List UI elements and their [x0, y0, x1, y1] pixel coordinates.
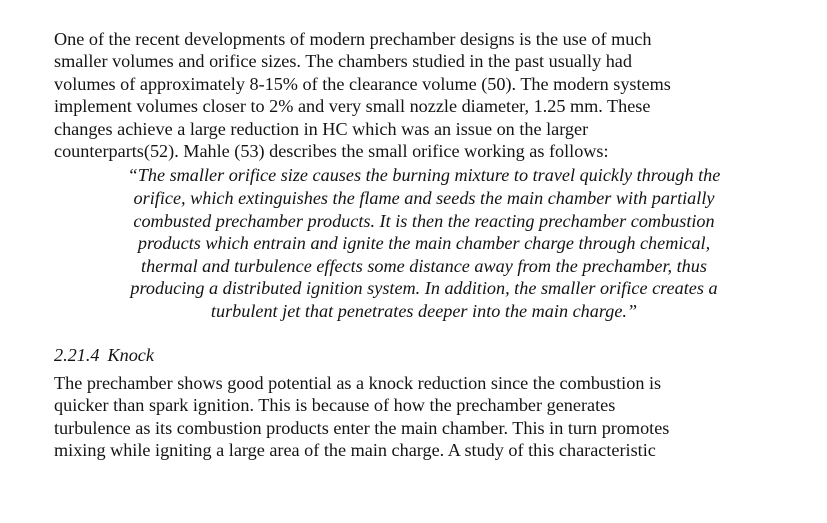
paragraph-line: smaller volumes and orifice sizes. The chambers studied in the past usually had	[54, 51, 632, 72]
block-quote	[54, 164, 794, 322]
section-heading	[54, 344, 799, 366]
quote-line: orifice, which extinguishes the flame and seeds the main chamber with partially	[133, 188, 715, 209]
quote-line: producing a distributed ignition system. In addition, the smaller orifice creates a	[130, 278, 718, 299]
paragraph-line: mixing while igniting a large area of the main charge. A study of this characteristic	[54, 440, 656, 461]
knock-paragraph	[54, 372, 799, 462]
paragraph-line: The prechamber shows good potential as a knock reduction since the combustion is	[54, 373, 662, 393]
paragraph-line: One of the recent developments of modern prechamber designs is the use of much	[54, 29, 652, 49]
quote-line: combusted prechamber products. It is then the reacting prechamber combustion	[133, 210, 715, 231]
quote-line: products which entrain and ignite the main chamber charge through chemical,	[137, 233, 711, 254]
quote-line: “The smaller orifice size causes the burning mixture to travel quickly through the	[127, 165, 721, 186]
paragraph-line: counterparts(52). Mahle (53) describes the small orifice working as follows:	[54, 141, 609, 162]
paragraph-line: turbulence as its combustion products enter the main chamber. This in turn promotes	[54, 417, 670, 438]
section-title: Knock	[107, 344, 154, 365]
paragraph-line: implement volumes closer to 2% and very small nozzle diameter, 1.25 mm. These	[54, 96, 651, 117]
quote-line: thermal and turbulence effects some distance away from the prechamber, thus	[141, 255, 707, 276]
paragraph-line: volumes of approximately 8-15% of the clearance volume (50). The modern systems	[54, 73, 671, 94]
intro-paragraph	[54, 28, 799, 162]
paragraph-line: changes achieve a large reduction in HC which was an issue on the larger	[54, 118, 589, 139]
paragraph-line: quicker than spark ignition. This is because of how the prechamber generates	[54, 395, 616, 416]
section-number: 2.21.4	[54, 344, 100, 365]
document-page	[54, 28, 799, 462]
quote-line: turbulent jet that penetrates deeper into the main charge.”	[210, 301, 638, 321]
